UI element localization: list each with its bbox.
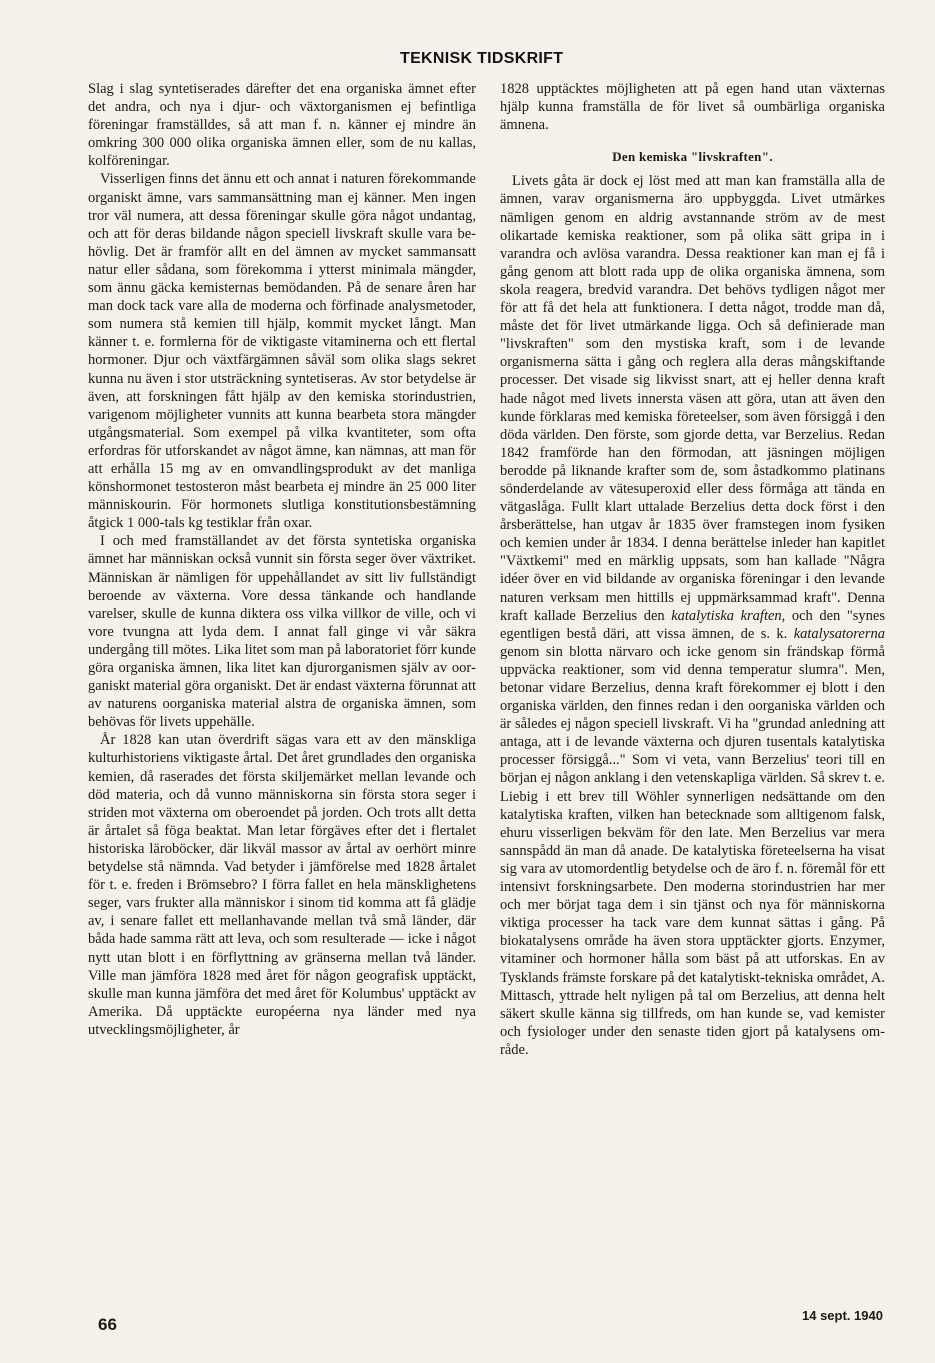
text-run: genom sin blotta närvaro och icke genom sin frändskap förmå uppväcka reaktioner, som vid denna temperatur slumra". Men, betonar vidare Berzelius, denna kraft förekommer ej blott i den organiska världen, den finnes redan i den oorganiska världen och är således ej någon speciell livskraft. Vi ha "grundad anledning att antaga, att i de levande växterna och djuren tusentals katalytiska processer försiggå..." Som vi veta, vann Berzelius' teori till en början ej någon anklang i den vetenskapliga världen. Så skrev t. e. Liebig i ett brev till Wöhler synnerligen nedsättande om den katalytiska kraften, vilken han betecknade som alltigenom falsk, ehuru visserligen bekväm för den late. Men Berzelius var mera sannspådd än man då anade. De katalytiska företeelserna ha visat sig vara av utomordentlig betydelse och de äro f. n. föremål för ett intensivt forskningsarbete. Den moderna storindustrien har mer och mer börjat taga dem i sin tjänst och nya för människorna viktiga processer ha tack vare dem kunnat sättas i gång. På biokatalysens område ha även stora upptäckter gjorts. Enzymer, vitaminer och hormoner hålla som bäst på att utforskas. En av Tysklands främste forskare på det katalytiskt-tekniska området, A. Mittasch, yttrade helt nyligen på tal om Berzelius, att denna helt säkert skulle känna sig tillfreds, om han kunde se, vad kemister och fysiologer under den senaste tiden gjort på katalysens område. (500, 643, 885, 1058)
page-number: 66 (98, 1315, 117, 1334)
right-column (500, 80, 885, 1059)
paragraph: Slag i slag syntetiserades därefter det ena organiska ämnet efter det andra, och nya i djur- och växtorganismen ej befintliga föreningar framställdes, så att man f. n. känner ej mindre än omkring 300 000 olika organiska ämnen eller, som de nu kallas, kolföreningar. (88, 81, 476, 170)
paragraph: År 1828 kan utan överdrift sägas vara ett av den mänskliga kulturhistoriens viktigaste årtal. Det året grundlades den organiska kemien, då raserades det första skiljemärket mellan levande och död materia, och då vunno människorna sin första stora seger i striden mot växterna om oberoendet på jorden. Och trots allt detta är årtalet så föga beaktat. Man letar förgäves efter det i flertalet historiska läroböcker, där likväl massor av årtal av oerhört minre betydelse stå nämnda. Vad betyder i jämförelse med 1828 årtalet för t. e. freden i Brömsebro? I förra fallet en hela mänsklighetens seger, vars frukter alla människor i sinom tid komma att få glädje av, i senare fallet ett mellanhavande mellan två små länder, där båda hade samma rätt att leva, och som resulterade — icke i något nytt utan blott i en förflyttning av gränserna mellan två länder. Ville man jämföra 1828 med året för någon geografisk upptäckt, skulle man kunna jämföra det med året för Kolumbus' upptäckt av Amerika. Då upptäckte européerna nya länder med nya utvecklingsmöjligheter, år (88, 732, 476, 1038)
text-run: , och den "synes egentligen bestå däri, att vissa ämnen, de s. k. (500, 607, 885, 642)
emphasis-term: katalytiska kraften (671, 607, 782, 624)
masthead: TEKNISK TIDSKRIFT (400, 50, 564, 67)
paragraph: I och med framställandet av det första syntetiska organiska ämnet har människan också vunnit sin första seger över växtriket. Människan är nämligen för uppehållandet av sitt liv fullständigt beroende av växterna. Vore dessa tänkande och handlande varelser, skulle de kunna diktera oss vilka villkor de ville, och vi vore tvungna att lyda dem. I annat fall ginge vi vår säkra undergång till mötes. Lika litet som man på laboratoriet förr kunde göra organiska ämnen, lika litet kan djurorganismen själv av oorganiskt material göra organiskt. Det är endast växterna förunnat att av naturens oorganiska material alstra de organiska ämnen, som behövas för livets uppehälle. (88, 533, 476, 731)
text-run: Livets gåta är dock ej löst med att man kan framställa alla de ämnen, varav organismerna äro uppbyggda. Livet utmärkes nämligen genom en aldrig avstannande ström av de mest olikartade kemiska reaktioner, som på olika sätt gripa in i varandra och avlösa varandra. Dessa reaktioner kan man ej få i gång genom att blott rada upp de olika organiska ämnena, som skola reagera, bredvid varandra. Det behövs tydligen något mer för att få det hela att funktionera. I detta något, trodde man då, måste det för livet utmärkande ligga. Och så definierade man "livskraften" som den mystiska kraft, som i de levande organismerna sätta i gång och reglera alla deras mångskiftande processer. Det visade sig likvisst snart, att ej heller denna kraft hade något med livets innersta väsen att göra, utan att även den kunde förklaras med kemiska företeelser, som även försiggå i den döda världen. Den förste, som gjorde detta, var Berzelius. Redan 1842 framförde han den förmodan, att jäsningen möjligen berodde på liknande krafter som de, som åstadkommo platinans sönderdelande av vätesuperoxid eller dess förmåga att tända en vätgaslåga. Fullt klart uttalade Berzelius detta dock först i den årsberättelse, han utgav år 1835 över framstegen inom fysiken och kemien under år 1834. I denna berättelse inleder han kapitlet "Växtkemi" med en märklig uppsats, som han kallade "Några idéer över en vid bildande av organiska föreningar i den levande naturen verksam men hittills ej uppmärksammad kraft". Denna kraft kallade Berzelius den (500, 173, 885, 624)
section-heading: Den kemiska "livskraften". (612, 149, 773, 165)
emphasis-term: katalysatorerna (793, 625, 885, 642)
paragraph: 1828 upptäcktes möjligheten att på egen hand utan växternas hjälp kunna framställa de för livet så oumbärliga organiska ämnena. (500, 81, 885, 134)
paragraph: Visserligen finns det ännu ett och annat i naturen förekommande organiskt ämne, vars sammansättning man ej känner. Men ingen tror väl numera, att dessa föreningar skulle göra något undantag, och att för deras bildande någon speciell livskraft skulle vara behövlig. Det är framför allt en del ämnen av mycket sammansatt natur eller sådana, som förekomma i ytterst minimala mängder, som ännu gäcka kemisternas bemödanden. På de senare åren har man dock tack vare alla de moderna och förfinade analysmetoder, som numera stå kemien till hjälp, kommit mycket långt. Man känner t. e. formlerna för de viktigaste vitaminerna och ett flertal hormoner. Djur och växtfärgämnen såväl som olika slags sekret kunna nu även i stor utsträckning syntetiseras. Av stor betydelse är även, att forskningen fått hjälp av den kemiska storindustrien, varigenom möjligheter vunnits att kunna bearbeta stora mängder utgångsmaterial. Som exempel på vilka kvantiteter, som ofta erfordras för utforskandet av något ämne, kan nämnas, att man för att erhålla 15 mg av en omvandlingsprodukt av det manliga könshormonet testosteron måst bearbeta ej mindre än 25 000 liter människourin. För hormonets slutliga konstitutionsbestämning åtgick 1 000-tals kg testiklar från oxar. (88, 171, 476, 532)
paragraph (500, 172, 885, 1059)
left-column (88, 80, 476, 1039)
issue-date: 14 sept. 1940 (802, 1308, 883, 1323)
